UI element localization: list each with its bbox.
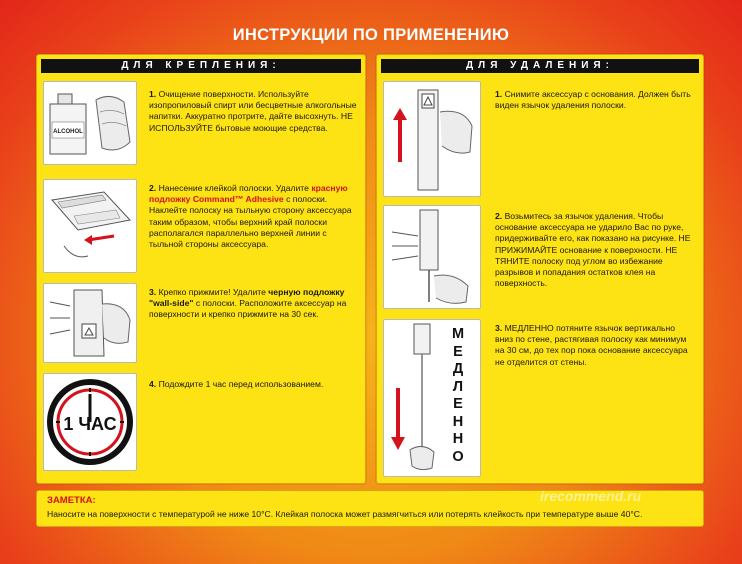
slow-vertical-word: М Е Д Л Е Н Н О xyxy=(451,326,465,465)
note-title: ЗАМЕТКА: xyxy=(47,495,96,506)
remove-step-1 xyxy=(383,81,697,195)
note-text: Наносите на поверхности с температурой не ниже 10°С. Клейкая полоска может размягчиться или потерять клейкость при температуре выше 40°С. xyxy=(47,509,643,519)
remove-step-3 xyxy=(383,319,697,475)
attach-step-3-text: 3. Крепко прижмите! Удалите черную подложку "wall-side" с полоски. Расположите аксессуар на поверхности и крепко прижмите на 30 сек. xyxy=(149,287,347,320)
remove-instructions-panel xyxy=(376,54,704,484)
wall-side-liner-bold: черную подложку "wall-side" xyxy=(149,287,345,309)
attach-instructions-panel xyxy=(36,54,366,484)
attach-step-2 xyxy=(43,179,359,271)
attach-step-1 xyxy=(43,81,359,163)
remove-step-2 xyxy=(383,205,697,307)
remove-panel-header: ДЛЯ УДАЛЕНИЯ: xyxy=(381,59,699,73)
grab-tab-illustration xyxy=(383,205,481,309)
attach-step-4 xyxy=(43,373,359,469)
remove-step-2-text: 2. Возьмитесь за язычок удаления. Чтобы основание аксессуара не ударило Вас по руке, придерживайте его, как показано на рисунке. НЕ ПРИЖИМАЙТЕ основание к поверхности. НЕ ТЯНИТЕ полоску под углом во избежание разрывов и попадания остатков клея на поверхность. xyxy=(495,211,691,289)
pull-slowly-illustration xyxy=(383,319,481,477)
remove-step-3-text: 3. МЕДЛЕННО потяните язычок вертикально вниз по стене, растягивая полоску как минимум на 30 см, до тех пор пока основание аксессуара не отделится от стены. xyxy=(495,323,688,367)
bottle-label: ALCOHOL xyxy=(53,129,83,135)
attach-step-2-text: 2. Нанесение клейкой полоски. Удалите красную подложку Command™ Adhesive с полоски. Наклейте полоску на тыльную сторону аксессуара таким образом, чтобы верхний край полоски располагался параллельно верхней линии с тыльной стороны аксессуара. xyxy=(149,183,352,250)
attach-step-4-text: 4. Подождите 1 час перед использованием. xyxy=(149,379,324,389)
lift-accessory-illustration xyxy=(383,81,481,197)
clock-illustration xyxy=(43,373,137,471)
alcohol-bottle-illustration xyxy=(43,81,137,165)
watermark: irecommend.ru xyxy=(540,488,642,504)
one-hour-label: 1 ЧАС xyxy=(63,414,117,434)
attach-step-1-text: 1. Очищение поверхности. Используйте изопропиловый спирт или бесцветные алкогольные напитки. Аккуратно протрите, дайте высохнуть. НЕ ИСПОЛЬЗУЙТЕ бытовые моющие средства. xyxy=(149,89,357,133)
page-title: ИНСТРУКЦИИ ПО ПРИМЕНЕНИЮ xyxy=(232,26,510,44)
red-liner-highlight: красную подложку Command™ Adhesive xyxy=(149,183,348,205)
attach-step-3 xyxy=(43,283,359,361)
adhesive-strip-illustration xyxy=(43,179,137,273)
remove-step-1-text: 1. Снимите аксессуар с основания. Должен быть виден язычок удаления полоски. xyxy=(495,89,691,111)
attach-panel-header: ДЛЯ КРЕПЛЕНИЯ: xyxy=(41,59,361,73)
press-hook-illustration xyxy=(43,283,137,363)
